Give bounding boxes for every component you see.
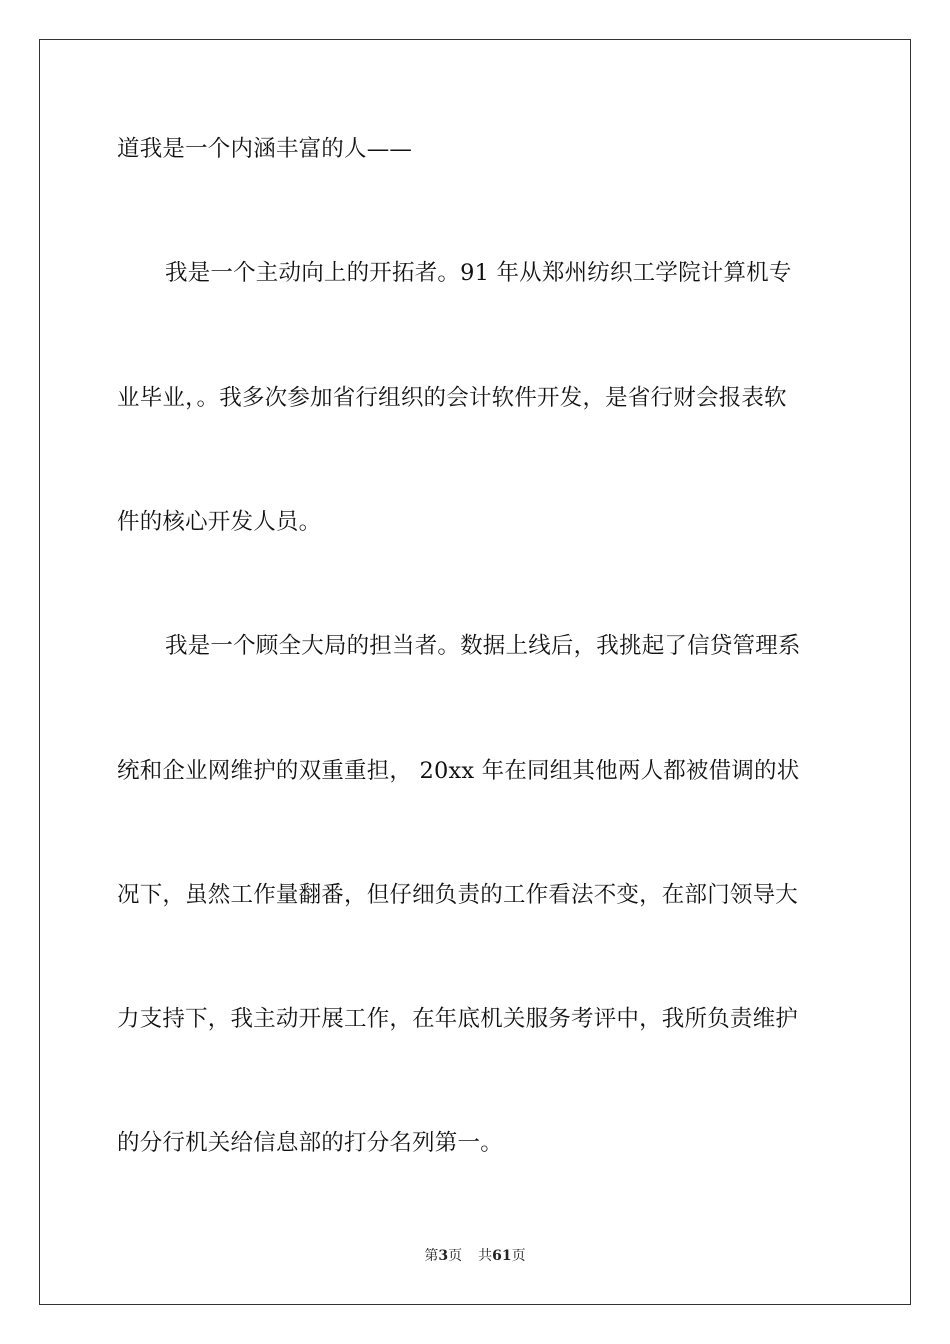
page-label-prefix: 第 <box>424 1248 439 1264</box>
paragraph-start-line: 我是一个顾全大局的担当者。数据上线后，我挑起了信贷管理系 <box>165 633 801 659</box>
total-pages: 61 <box>492 1248 512 1264</box>
text-line-3: 业毕业，。我多次参加省行组织的会计软件开发，是省行财会报表软 <box>117 385 787 411</box>
total-label-prefix: 共 <box>478 1248 493 1264</box>
page-border <box>39 39 911 1305</box>
page-label-suffix: 页 <box>448 1248 463 1264</box>
page-number: 3 <box>438 1248 449 1264</box>
total-label-suffix: 页 <box>511 1248 526 1264</box>
paragraph-start-line: 我是一个主动向上的开拓者。91 年从郑州纺织工学院计算机专 <box>165 260 792 286</box>
text-line-6: 统和企业网维护的双重重担， 20xx 年在同组其他两人都被借调的状 <box>117 758 800 784</box>
page-footer <box>0 1247 950 1265</box>
text-line-1: 道我是一个内涵丰富的人—— <box>117 136 413 162</box>
text-line-8: 力支持下，我主动开展工作，在年底机关服务考评中，我所负责维护 <box>117 1006 799 1032</box>
text-line-4: 件的核心开发人员。 <box>117 509 322 535</box>
text-line-9: 的分行机关给信息部的打分名列第一。 <box>117 1130 503 1156</box>
text-line-7: 况下，虽然工作量翻番，但仔细负责的工作看法不变，在部门领导大 <box>117 882 799 908</box>
